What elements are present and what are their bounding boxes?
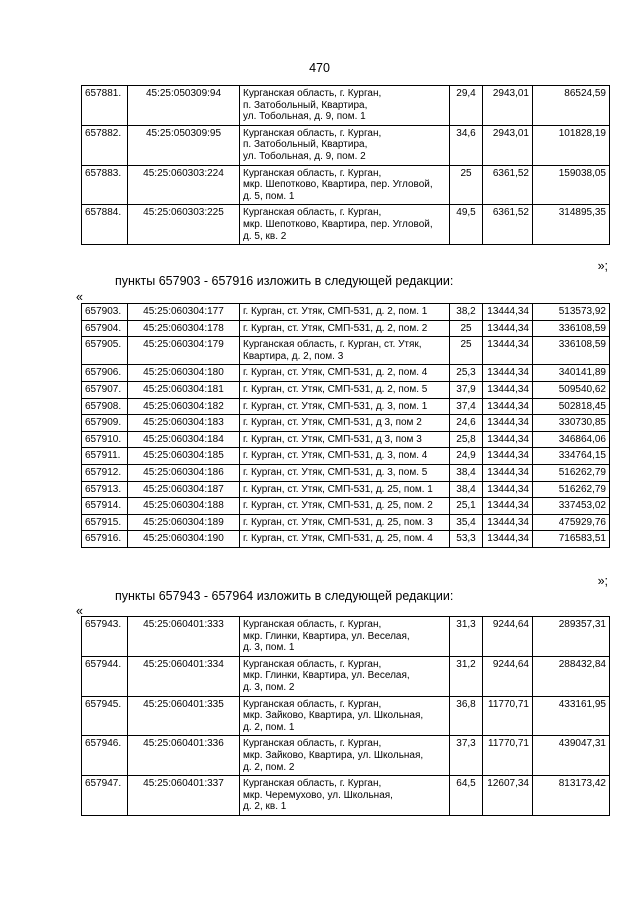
row-number-cell: 657915. <box>82 514 128 531</box>
price-per-sqm-cell: 13444,34 <box>483 398 533 415</box>
address-cell: г. Курган, ст. Утяк, СМП-531, д. 3, пом. 4 <box>240 448 450 465</box>
cadastral-number-cell: 45:25:060304:178 <box>128 320 240 337</box>
price-per-sqm-cell: 13444,34 <box>483 448 533 465</box>
property-table-1 <box>81 85 610 245</box>
area-cell: 38,4 <box>450 481 483 498</box>
area-cell: 25,8 <box>450 431 483 448</box>
cadastral-number-cell: 45:25:060304:190 <box>128 531 240 548</box>
property-table-3 <box>81 616 610 816</box>
address-cell: г. Курган, ст. Утяк, СМП-531, д. 25, пом. 3 <box>240 514 450 531</box>
closing-quote: »; <box>597 574 608 588</box>
cadastral-cost-cell: 516262,79 <box>533 481 610 498</box>
area-cell: 25,1 <box>450 498 483 515</box>
row-number-cell: 657944. <box>82 656 128 696</box>
table-row <box>82 448 610 465</box>
table-row <box>82 165 610 205</box>
table-row <box>82 696 610 736</box>
table-row <box>82 431 610 448</box>
area-cell: 49,5 <box>450 205 483 245</box>
cadastral-number-cell: 45:25:060304:189 <box>128 514 240 531</box>
property-table-2 <box>81 303 610 548</box>
area-cell: 38,2 <box>450 304 483 321</box>
amendment-instruction-1: пункты 657903 - 657916 изложить в следующей редакции: <box>115 274 454 288</box>
price-per-sqm-cell: 13444,34 <box>483 381 533 398</box>
cadastral-cost-cell: 716583,51 <box>533 531 610 548</box>
cadastral-cost-cell: 86524,59 <box>533 86 610 126</box>
address-cell: г. Курган, ст. Утяк, СМП-531, д. 3, пом. 5 <box>240 464 450 481</box>
price-per-sqm-cell: 11770,71 <box>483 736 533 776</box>
address-cell: Курганская область, г. Курган, п. Затобольный, Квартира, ул. Тобольная, д. 9, пом. 1 <box>240 86 450 126</box>
price-per-sqm-cell: 6361,52 <box>483 165 533 205</box>
price-per-sqm-cell: 13444,34 <box>483 481 533 498</box>
table-row <box>82 415 610 432</box>
price-per-sqm-cell: 2943,01 <box>483 86 533 126</box>
address-cell: Курганская область, г. Курган, мкр. Зайково, Квартира, ул. Школьная, д. 2, пом. 1 <box>240 696 450 736</box>
cadastral-cost-cell: 288432,84 <box>533 656 610 696</box>
row-number-cell: 657908. <box>82 398 128 415</box>
address-cell: Курганская область, г. Курган, мкр. Глинки, Квартира, ул. Веселая, д. 3, пом. 1 <box>240 617 450 657</box>
row-number-cell: 657912. <box>82 464 128 481</box>
address-cell: г. Курган, ст. Утяк, СМП-531, д. 2, пом. 4 <box>240 365 450 382</box>
address-cell: г. Курган, ст. Утяк, СМП-531, д. 25, пом. 4 <box>240 531 450 548</box>
area-cell: 29,4 <box>450 86 483 126</box>
table-row <box>82 736 610 776</box>
address-cell: Курганская область, г. Курган, мкр. Глинки, Квартира, ул. Веселая, д. 3, пом. 2 <box>240 656 450 696</box>
price-per-sqm-cell: 13444,34 <box>483 498 533 515</box>
cadastral-number-cell: 45:25:060304:182 <box>128 398 240 415</box>
table-row <box>82 514 610 531</box>
cadastral-cost-cell: 433161,95 <box>533 696 610 736</box>
price-per-sqm-cell: 12607,34 <box>483 776 533 816</box>
price-per-sqm-cell: 2943,01 <box>483 125 533 165</box>
row-number-cell: 657947. <box>82 776 128 816</box>
cadastral-number-cell: 45:25:060304:177 <box>128 304 240 321</box>
cadastral-number-cell: 45:25:060401:334 <box>128 656 240 696</box>
area-cell: 31,2 <box>450 656 483 696</box>
table-row <box>82 776 610 816</box>
price-per-sqm-cell: 9244,64 <box>483 617 533 657</box>
area-cell: 25 <box>450 320 483 337</box>
table-row <box>82 86 610 126</box>
cadastral-cost-cell: 516262,79 <box>533 464 610 481</box>
price-per-sqm-cell: 13444,34 <box>483 365 533 382</box>
area-cell: 25 <box>450 165 483 205</box>
cadastral-cost-cell: 337453,02 <box>533 498 610 515</box>
row-number-cell: 657945. <box>82 696 128 736</box>
row-number-cell: 657910. <box>82 431 128 448</box>
cadastral-cost-cell: 336108,59 <box>533 320 610 337</box>
price-per-sqm-cell: 13444,34 <box>483 464 533 481</box>
row-number-cell: 657881. <box>82 86 128 126</box>
opening-quote: « <box>76 604 83 618</box>
cadastral-number-cell: 45:25:060401:333 <box>128 617 240 657</box>
row-number-cell: 657913. <box>82 481 128 498</box>
cadastral-cost-cell: 439047,31 <box>533 736 610 776</box>
cadastral-number-cell: 45:25:060304:179 <box>128 337 240 365</box>
cadastral-number-cell: 45:25:060304:184 <box>128 431 240 448</box>
cadastral-number-cell: 45:25:060304:186 <box>128 464 240 481</box>
cadastral-number-cell: 45:25:060401:336 <box>128 736 240 776</box>
area-cell: 35,4 <box>450 514 483 531</box>
amendment-instruction-2: пункты 657943 - 657964 изложить в следующей редакции: <box>115 589 454 603</box>
cadastral-number-cell: 45:25:060304:181 <box>128 381 240 398</box>
address-cell: г. Курган, ст. Утяк, СМП-531, д 3, пом 2 <box>240 415 450 432</box>
table-row <box>82 337 610 365</box>
area-cell: 25,3 <box>450 365 483 382</box>
cadastral-cost-cell: 502818,45 <box>533 398 610 415</box>
cadastral-cost-cell: 159038,05 <box>533 165 610 205</box>
cadastral-cost-cell: 509540,62 <box>533 381 610 398</box>
table-row <box>82 498 610 515</box>
cadastral-cost-cell: 346864,06 <box>533 431 610 448</box>
address-cell: г. Курган, ст. Утяк, СМП-531, д. 2, пом. 1 <box>240 304 450 321</box>
address-cell: Курганская область, г. Курган, мкр. Зайково, Квартира, ул. Школьная, д. 2, пом. 2 <box>240 736 450 776</box>
area-cell: 37,9 <box>450 381 483 398</box>
row-number-cell: 657906. <box>82 365 128 382</box>
price-per-sqm-cell: 6361,52 <box>483 205 533 245</box>
area-cell: 53,3 <box>450 531 483 548</box>
area-cell: 37,4 <box>450 398 483 415</box>
address-cell: г. Курган, ст. Утяк, СМП-531, д. 3, пом. 1 <box>240 398 450 415</box>
table-row <box>82 304 610 321</box>
price-per-sqm-cell: 13444,34 <box>483 320 533 337</box>
price-per-sqm-cell: 13444,34 <box>483 337 533 365</box>
cadastral-cost-cell: 330730,85 <box>533 415 610 432</box>
address-cell: г. Курган, ст. Утяк, СМП-531, д. 2, пом. 2 <box>240 320 450 337</box>
row-number-cell: 657907. <box>82 381 128 398</box>
cadastral-cost-cell: 314895,35 <box>533 205 610 245</box>
cadastral-cost-cell: 475929,76 <box>533 514 610 531</box>
area-cell: 24,6 <box>450 415 483 432</box>
table-row <box>82 464 610 481</box>
cadastral-number-cell: 45:25:060304:185 <box>128 448 240 465</box>
cadastral-number-cell: 45:25:060304:180 <box>128 365 240 382</box>
price-per-sqm-cell: 9244,64 <box>483 656 533 696</box>
price-per-sqm-cell: 13444,34 <box>483 431 533 448</box>
address-cell: Курганская область, г. Курган, мкр. Черемухово, ул. Школьная, д. 2, кв. 1 <box>240 776 450 816</box>
cadastral-number-cell: 45:25:060401:337 <box>128 776 240 816</box>
price-per-sqm-cell: 13444,34 <box>483 304 533 321</box>
row-number-cell: 657882. <box>82 125 128 165</box>
price-per-sqm-cell: 13444,34 <box>483 531 533 548</box>
area-cell: 36,8 <box>450 696 483 736</box>
cadastral-number-cell: 45:25:060304:183 <box>128 415 240 432</box>
address-cell: Курганская область, г. Курган, мкр. Шепотково, Квартира, пер. Угловой, д. 5, кв. 2 <box>240 205 450 245</box>
cadastral-number-cell: 45:25:060304:188 <box>128 498 240 515</box>
table-row <box>82 381 610 398</box>
cadastral-cost-cell: 336108,59 <box>533 337 610 365</box>
row-number-cell: 657946. <box>82 736 128 776</box>
cadastral-number-cell: 45:25:050309:95 <box>128 125 240 165</box>
cadastral-number-cell: 45:25:060303:225 <box>128 205 240 245</box>
area-cell: 38,4 <box>450 464 483 481</box>
page-number: 470 <box>309 61 330 75</box>
address-cell: Курганская область, г. Курган, ст. Утяк, Квартира, д. 2, пом. 3 <box>240 337 450 365</box>
closing-quote: »; <box>597 259 608 273</box>
address-cell: Курганская область, г. Курган, мкр. Шепотково, Квартира, пер. Угловой, д. 5, пом. 1 <box>240 165 450 205</box>
area-cell: 25 <box>450 337 483 365</box>
price-per-sqm-cell: 13444,34 <box>483 514 533 531</box>
cadastral-number-cell: 45:25:060303:224 <box>128 165 240 205</box>
cadastral-number-cell: 45:25:060401:335 <box>128 696 240 736</box>
area-cell: 37,3 <box>450 736 483 776</box>
area-cell: 64,5 <box>450 776 483 816</box>
table-row <box>82 125 610 165</box>
row-number-cell: 657883. <box>82 165 128 205</box>
cadastral-cost-cell: 340141,89 <box>533 365 610 382</box>
table-row <box>82 531 610 548</box>
cadastral-number-cell: 45:25:060304:187 <box>128 481 240 498</box>
area-cell: 34,6 <box>450 125 483 165</box>
address-cell: г. Курган, ст. Утяк, СМП-531, д. 25, пом. 1 <box>240 481 450 498</box>
row-number-cell: 657884. <box>82 205 128 245</box>
table-row <box>82 205 610 245</box>
table-row <box>82 656 610 696</box>
area-cell: 31,3 <box>450 617 483 657</box>
row-number-cell: 657911. <box>82 448 128 465</box>
cadastral-cost-cell: 289357,31 <box>533 617 610 657</box>
cadastral-number-cell: 45:25:050309:94 <box>128 86 240 126</box>
area-cell: 24,9 <box>450 448 483 465</box>
cadastral-cost-cell: 513573,92 <box>533 304 610 321</box>
table-row <box>82 365 610 382</box>
address-cell: г. Курган, ст. Утяк, СМП-531, д. 2, пом. 5 <box>240 381 450 398</box>
address-cell: г. Курган, ст. Утяк, СМП-531, д 3, пом 3 <box>240 431 450 448</box>
row-number-cell: 657905. <box>82 337 128 365</box>
table-row <box>82 398 610 415</box>
cadastral-cost-cell: 813173,42 <box>533 776 610 816</box>
address-cell: Курганская область, г. Курган, п. Затобольный, Квартира, ул. Тобольная, д. 9, пом. 2 <box>240 125 450 165</box>
row-number-cell: 657904. <box>82 320 128 337</box>
table-row <box>82 617 610 657</box>
row-number-cell: 657903. <box>82 304 128 321</box>
row-number-cell: 657916. <box>82 531 128 548</box>
cadastral-cost-cell: 334764,15 <box>533 448 610 465</box>
address-cell: г. Курган, ст. Утяк, СМП-531, д. 25, пом. 2 <box>240 498 450 515</box>
price-per-sqm-cell: 13444,34 <box>483 415 533 432</box>
row-number-cell: 657909. <box>82 415 128 432</box>
cadastral-cost-cell: 101828,19 <box>533 125 610 165</box>
table-row <box>82 481 610 498</box>
opening-quote: « <box>76 290 83 304</box>
table-row <box>82 320 610 337</box>
row-number-cell: 657943. <box>82 617 128 657</box>
row-number-cell: 657914. <box>82 498 128 515</box>
price-per-sqm-cell: 11770,71 <box>483 696 533 736</box>
